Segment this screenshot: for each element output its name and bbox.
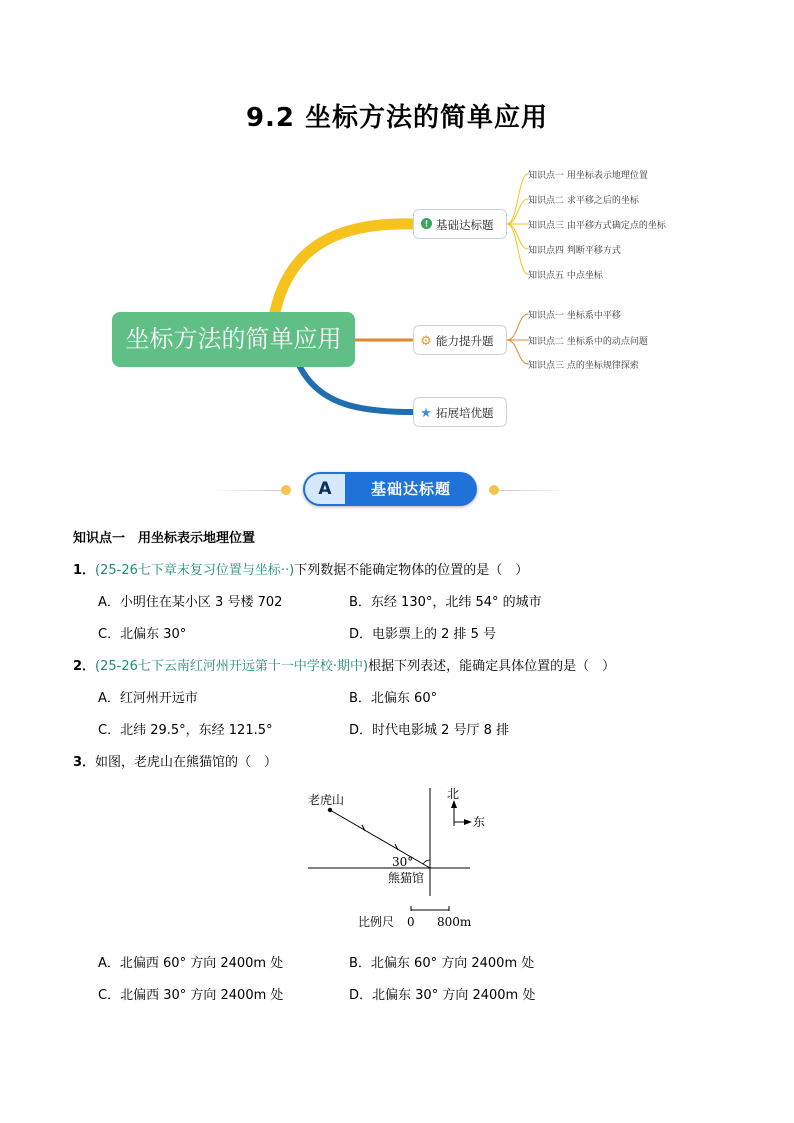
option-text: 北偏西 60° 方向 2400m 处 — [119, 956, 284, 971]
decor-dot-left — [281, 485, 291, 495]
option-c — [98, 719, 273, 738]
question-number: 2． — [73, 659, 96, 674]
east-label: 东 — [473, 815, 486, 829]
panda-label: 熊猫馆 — [388, 871, 425, 885]
branch-extension — [413, 397, 507, 427]
option-label: A． — [98, 691, 120, 706]
divider-right — [499, 490, 569, 491]
angle-label: 30° — [392, 855, 414, 869]
option-label: B． — [349, 956, 371, 971]
east-arrow-icon — [464, 819, 472, 825]
north-arrow-icon — [451, 800, 457, 808]
leaf-item: 知识点一 用坐标表示地理位置 — [528, 171, 648, 181]
section-title: 基础达标题 — [370, 480, 451, 498]
exclamation-circle-icon — [420, 211, 432, 241]
option-d — [349, 623, 496, 642]
leaf-item: 知识点二 坐标系中的动点问题 — [528, 337, 648, 347]
option-a — [98, 952, 283, 971]
angle-arc — [423, 860, 430, 864]
question-2 — [73, 655, 615, 674]
option-c — [98, 623, 186, 642]
direction-figure — [300, 780, 490, 930]
option-d — [349, 984, 535, 1003]
option-text: 红河州开远市 — [119, 691, 198, 706]
leaf-item: 知识点一 坐标系中平移 — [528, 311, 621, 321]
branch-basic — [413, 209, 507, 239]
question-stem: 下列数据不能确定物体的位置的是（ ） — [294, 563, 529, 578]
option-text: 时代电影城 2 号厅 8 排 — [372, 723, 510, 738]
option-text: 北偏东 60° 方向 2400m 处 — [370, 956, 535, 971]
mind-map-connectors — [0, 150, 794, 440]
mind-map-central-node: 坐标方法的简单应用 — [112, 312, 355, 367]
leaf-item: 知识点四 判断平移方式 — [528, 246, 621, 256]
option-text: 北纬 29.5°，东经 121.5° — [120, 723, 273, 738]
leaf-item: 知识点二 求平移之后的坐标 — [528, 196, 639, 206]
leaf-item: 知识点三 由平移方式确定点的坐标 — [528, 221, 666, 231]
option-label: A． — [98, 595, 120, 610]
star-icon: ★ — [420, 406, 432, 421]
branch-label: 拓展培优题 — [436, 406, 494, 420]
option-label: D． — [349, 723, 373, 738]
option-text: 电影票上的 2 排 5 号 — [372, 627, 497, 642]
direction-diagram — [300, 780, 490, 930]
option-label: D． — [349, 627, 373, 642]
option-text: 北偏西 30° 方向 2400m 处 — [120, 988, 284, 1003]
option-label: C． — [98, 723, 121, 738]
question-number: 3． — [73, 755, 96, 770]
tiger-point — [328, 808, 332, 812]
option-text: 东经 130°，北纬 54° 的城市 — [370, 595, 542, 610]
option-label: C． — [98, 627, 121, 642]
gear-icon: ⚙ — [420, 334, 432, 349]
mind-map — [0, 150, 794, 440]
option-label: B． — [349, 595, 371, 610]
option-label: D． — [349, 988, 373, 1003]
page-title: 9.2 坐标方法的简单应用 — [245, 103, 549, 133]
question-source: (25-26七下云南红河州开远第十一中学校·期中) — [95, 659, 369, 674]
question-stem: 如图，老虎山在熊猫馆的（ ） — [95, 755, 278, 770]
branch-advanced — [413, 325, 507, 355]
option-b — [349, 591, 542, 610]
north-label: 北 — [447, 787, 460, 801]
leaf-item: 知识点三 点的坐标规律探索 — [528, 361, 639, 371]
question-source: (25-26七下章末复习位置与坐标··) — [95, 563, 295, 578]
scale-zero: 0 — [407, 915, 415, 929]
question-3 — [73, 751, 277, 770]
tiger-label: 老虎山 — [308, 793, 345, 807]
question-stem: 根据下列表述，能确定具体位置的是（ ） — [368, 659, 616, 674]
tiger-panda-line — [330, 810, 430, 868]
option-label: B． — [349, 691, 371, 706]
option-d — [349, 719, 509, 738]
divider-left — [212, 490, 282, 491]
option-text: 北偏东 30° 方向 2400m 处 — [372, 988, 536, 1003]
tick-mark — [362, 825, 365, 831]
scale-label: 比例尺 — [358, 915, 395, 929]
option-label: C． — [98, 988, 121, 1003]
option-b — [349, 952, 534, 971]
option-label: A． — [98, 956, 120, 971]
option-text: 小明住在某小区 3 号楼 702 — [119, 595, 283, 610]
decor-dot-right — [489, 485, 499, 495]
option-b — [349, 687, 437, 706]
option-a — [98, 591, 282, 610]
scale-end: 800m — [437, 915, 472, 929]
section-header — [0, 470, 794, 510]
option-text: 北偏东 30° — [120, 627, 187, 642]
knowledge-point-heading: 知识点一 用坐标表示地理位置 — [73, 531, 256, 546]
branch-label: 能力提升题 — [436, 334, 494, 348]
option-a — [98, 687, 198, 706]
question-1 — [73, 559, 528, 578]
leaf-item: 知识点五 中点坐标 — [528, 271, 603, 281]
option-c — [98, 984, 283, 1003]
option-text: 北偏东 60° — [370, 691, 438, 706]
branch-label: 基础达标题 — [436, 218, 494, 232]
question-number: 1． — [73, 563, 96, 578]
section-pill — [303, 472, 477, 506]
section-letter: A — [305, 474, 345, 504]
